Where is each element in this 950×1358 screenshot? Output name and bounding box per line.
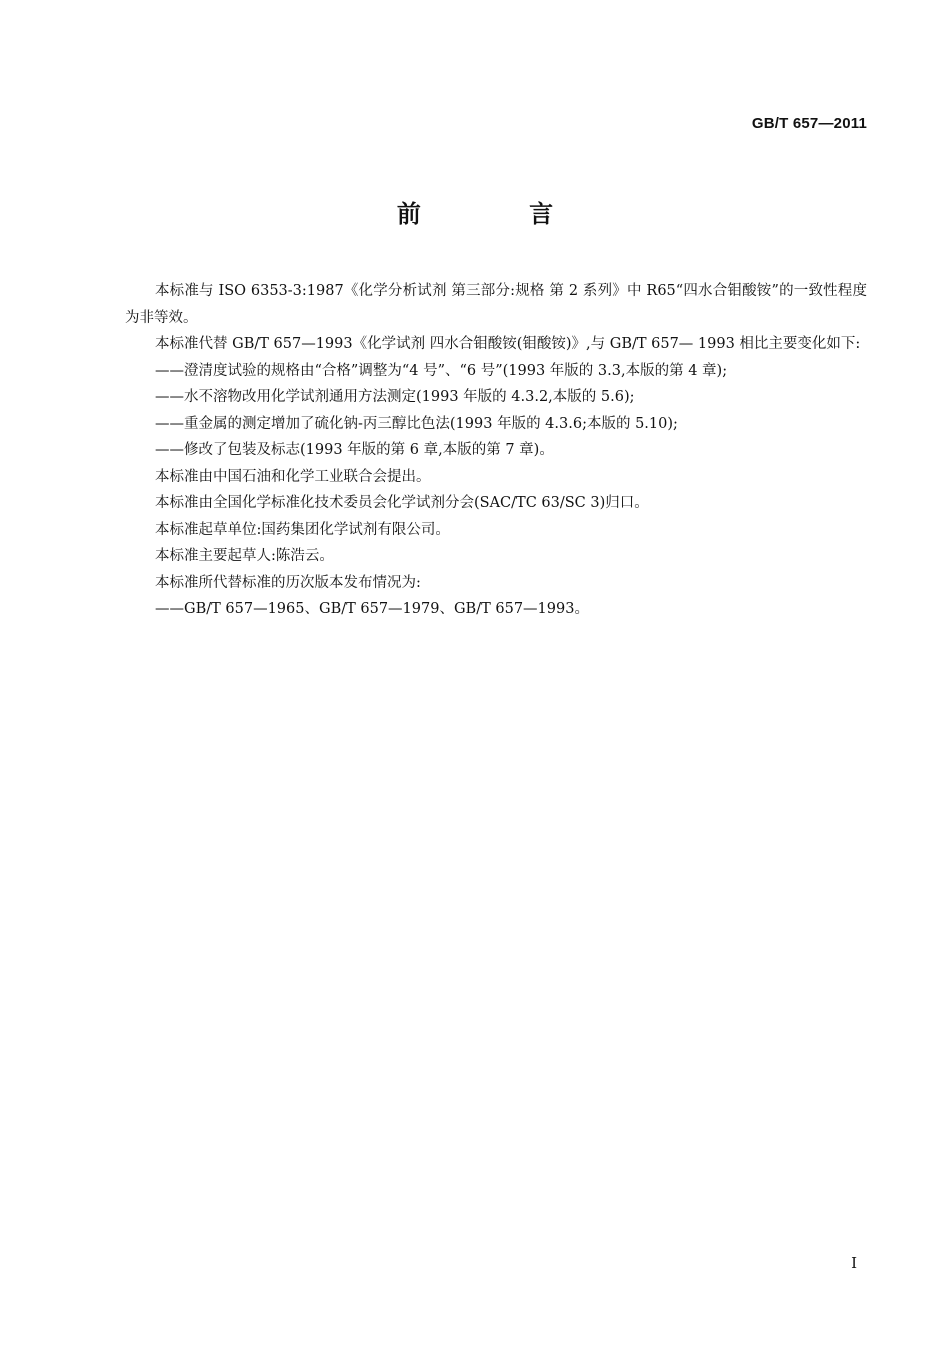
paragraph-drafting-unit: 本标准起草单位:国药集团化学试剂有限公司。 (155, 521, 450, 538)
history-item: ——GB/T 657—1965、GB/T 657—1979、GB/T 657—1993。 (155, 601, 589, 617)
standard-code: GB/T 657—2011 (751, 115, 867, 132)
change-item: ——水不溶物改用化学试剂通用方法测定(1993 年版的 4.3.2,本版的 5.6); (155, 389, 635, 405)
page-number: I (851, 1254, 857, 1272)
page-title: 前 言 (396, 200, 604, 228)
paragraph-proposer: 本标准由中国石油和化学工业联合会提出。 (155, 468, 431, 485)
change-item: ——澄清度试验的规格由“合格”调整为“4 号”、“6 号”(1993 年版的 3.3,本版的第 4 章); (155, 362, 728, 379)
change-item: ——修改了包装及标志(1993 年版的第 6 章,本版的第 7 章)。 (155, 442, 554, 458)
paragraph-history-intro: 本标准所代替标准的历次版本发布情况为: (155, 574, 421, 591)
foreword-body (125, 278, 867, 623)
paragraph-equivalence: 本标准与 ISO 6353-3:1987《化学分析试剂 第三部分:规格 第 2 系列》中 R65“四水合钼酸铵”的一致性程度为非等效。 (125, 283, 867, 326)
paragraph-replacement: 本标准代替 GB/T 657—1993《化学试剂 四水合钼酸铵(钼酸铵)》,与 GB/T 657— 1993 相比主要变化如下: (155, 336, 861, 352)
paragraph-committee: 本标准由全国化学标准化技术委员会化学试剂分会(SAC/TC 63/SC 3)归口。 (155, 495, 649, 511)
paragraph-drafter: 本标准主要起草人:陈浩云。 (155, 548, 334, 564)
change-item: ——重金属的测定增加了硫化钠-丙三醇比色法(1993 年版的 4.3.6;本版的 5.10); (155, 415, 678, 432)
